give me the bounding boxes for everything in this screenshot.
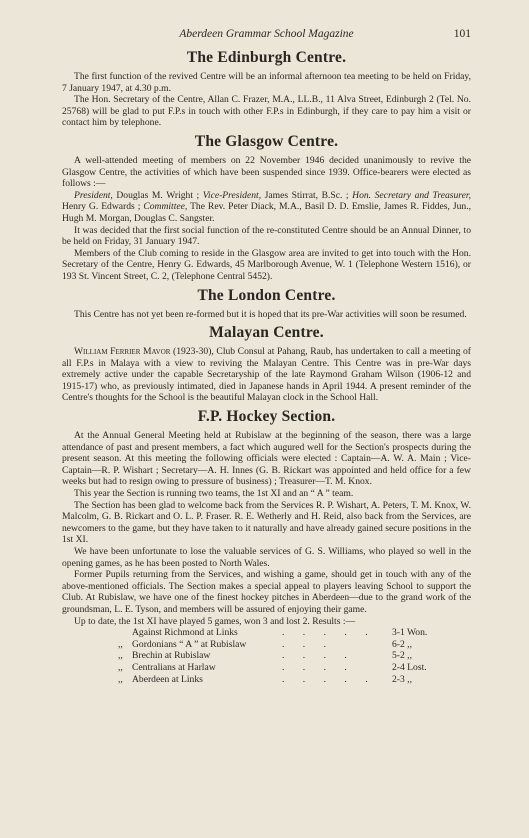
result-ditto <box>118 627 132 639</box>
results-list <box>118 627 471 685</box>
result-ditto: ,, <box>118 650 123 662</box>
glasgow-paragraph-4: Members of the Club coming to reside in the Glasgow area are invited to get into touch with the Hon. Secretary of the Centre, Henry G. Edwards, 45 Marlborough Avenue, W. 1 (Telephone Western 1516), or 193 St. Vincent Street, C. 2, (Telephone Central 5452). <box>62 247 471 282</box>
result-leader-dots: . . . . <box>282 650 355 662</box>
result-ditto: ,, <box>118 661 123 673</box>
magazine-title: Aberdeen Grammar School Magazine <box>179 28 354 40</box>
result-score: 2-3 ,, <box>392 673 412 685</box>
glasgow-paragraph-2 <box>62 190 471 225</box>
running-header <box>62 28 471 46</box>
result-leader-dots: . . . <box>282 638 334 650</box>
edinburgh-paragraph-1: The first function of the revived Centre will be an informal afternoon tea meeting to be held on Friday, 7 January 1947, at 4.30 p.m. <box>62 71 471 94</box>
result-leader-dots: . . . . . <box>282 673 376 685</box>
result-row <box>118 650 471 662</box>
page-number: 101 <box>453 28 471 40</box>
result-opponent: Gordonians “ A ” at Rubislaw <box>132 638 247 650</box>
result-score: 5-2 ,, <box>392 650 412 662</box>
result-opponent: Against Richmond at Links <box>132 627 238 639</box>
president-label: President, <box>74 189 113 201</box>
result-opponent: Brechin at Rubislaw <box>132 650 211 662</box>
hockey-paragraph-1: At the Annual General Meeting held at Rubislaw at the beginning of the season, there was a large attendance of past and present members, a fact which augured well for the Section's prospects during the present season. At this meeting the following officials were elected : Captain—A. W. A. Main ; Vice-Captain—R. P. Wishart ; Secretary—A. H. Innes (G. B. Rickart was appointed and held office for a few weeks but had to resign owing to pressure of business) ; Treasurer—T. M. Knox. <box>62 430 471 488</box>
london-section <box>62 287 471 321</box>
result-opponent: Centralians at Harlaw <box>132 661 216 673</box>
hockey-paragraph-6: Up to date, the 1st XI have played 5 games, won 3 and lost 2. Results :— <box>74 615 356 627</box>
glasgow-paragraph-3: It was decided that the first social function of the re-constituted Centre should be an Annual Dinner, to be held on Friday, 31 January 1947. <box>62 224 471 248</box>
result-ditto: ,, <box>118 638 123 650</box>
hockey-paragraph-3: The Section has been glad to welcome back from the Services R. P. Wishart, A. Peters, T. M. Knox, W. Malcolm, G. B. Rickart and O. L. P. Fraser. R. E. Wetherly and H. Reid, also back from the Services, are newcomers to the game, but they have taken to it naturally and have already gained secure positions in the 1st XI. <box>62 499 471 546</box>
secretary-name: Henry G. Edwards ; <box>62 201 144 213</box>
result-score: 3-1 Won. <box>392 627 428 639</box>
result-leader-dots: . . . . <box>282 661 355 673</box>
hockey-paragraph-2: This year the Section is running two teams, the 1st XI and an “ A ” team. <box>74 488 354 500</box>
hockey-section <box>62 408 471 685</box>
glasgow-section <box>62 133 471 283</box>
hockey-paragraph-5: Former Pupils returning from the Services, and wishing a game, should get in touch with any of the above-mentioned officials. The Section makes a special appeal to players leaving School to support the Club. At Rubislaw, we have one of the finest hockey pitches in Aberdeen—due to the grand work of the groundsman, L. E. Tyson, and members will be assured of enjoying their game. <box>62 569 471 615</box>
edinburgh-paragraph-2: The Hon. Secretary of the Centre, Allan C. Frazer, M.A., LL.B., 11 Alva Street, Edinburgh 2 (Tel. No. 25768) will be glad to put F.P.s in touch with other F.P.s in Edinburgh, if they care to pay him a visit or contact him by telephone. <box>62 94 471 129</box>
vice-president-label: Vice-President, <box>202 189 262 201</box>
result-leader-dots: . . . . . <box>282 627 376 639</box>
vice-president-name: James Stirrat, B.Sc. ; <box>261 189 353 201</box>
president-name: Douglas M. Wright ; <box>112 189 203 201</box>
edinburgh-section <box>62 49 471 129</box>
hockey-paragraph-4: We have been unfortunate to lose the valuable services of G. S. Williams, who played so well in the opening games, as he has been posted to North Wales. <box>62 546 471 569</box>
result-score: 2-4 Lost. <box>392 661 427 673</box>
malayan-section <box>62 324 471 404</box>
malayan-heading: Malayan Centre. <box>209 324 324 342</box>
committee-names: The Rev. Peter Diack, M.A., Basil D. D. Emslie, James R. Fiddes, Jun., Hugh M. Morgan, Douglas C. Sangster. <box>62 201 471 224</box>
london-paragraph-1: This Centre has not yet been re-formed but it is hoped that its pre-War activities will soon be resumed. <box>74 308 467 320</box>
malayan-paragraph-1 <box>62 346 471 404</box>
consul-name: William Ferrier Mavor <box>74 346 171 358</box>
glasgow-paragraph-1: A well-attended meeting of members on 22 November 1946 decided unanimously to revive the Glasgow Centre, the activities of which have been suspended since 1939. Office-bearers were elected as follows :— <box>62 154 471 190</box>
result-row <box>118 662 471 674</box>
result-score: 6-2 ,, <box>392 638 412 650</box>
result-row <box>118 627 471 639</box>
committee-label: Committee, <box>143 201 188 213</box>
result-row <box>118 674 471 686</box>
secretary-label: Hon. Secretary and Treasurer, <box>352 189 471 201</box>
hockey-heading: F.P. Hockey Section. <box>197 408 336 426</box>
edinburgh-heading: The Edinburgh Centre. <box>186 49 347 66</box>
result-ditto: ,, <box>118 673 123 685</box>
glasgow-heading: The Glasgow Centre. <box>194 132 339 150</box>
london-heading: The London Centre. <box>197 286 336 304</box>
result-row <box>118 639 471 651</box>
result-opponent: Aberdeen at Links <box>132 673 203 685</box>
malayan-paragraph-text: (1923-30), Club Consul at Pahang, Raub, has undertaken to call a meeting of all F.P.s in Malaya with a view to reviving the Malayan Centre. This Centre was in pre-War days extremely active under the capable Secretaryship of the late Raymond Graham Wilson (1906-12 and 1915-17) who, as previously intimated, died in Japanese hands in April 1944. A present reminder of the Centre's thoughts for the School is the beautiful Malayan clock in the School Hall. <box>62 346 471 404</box>
